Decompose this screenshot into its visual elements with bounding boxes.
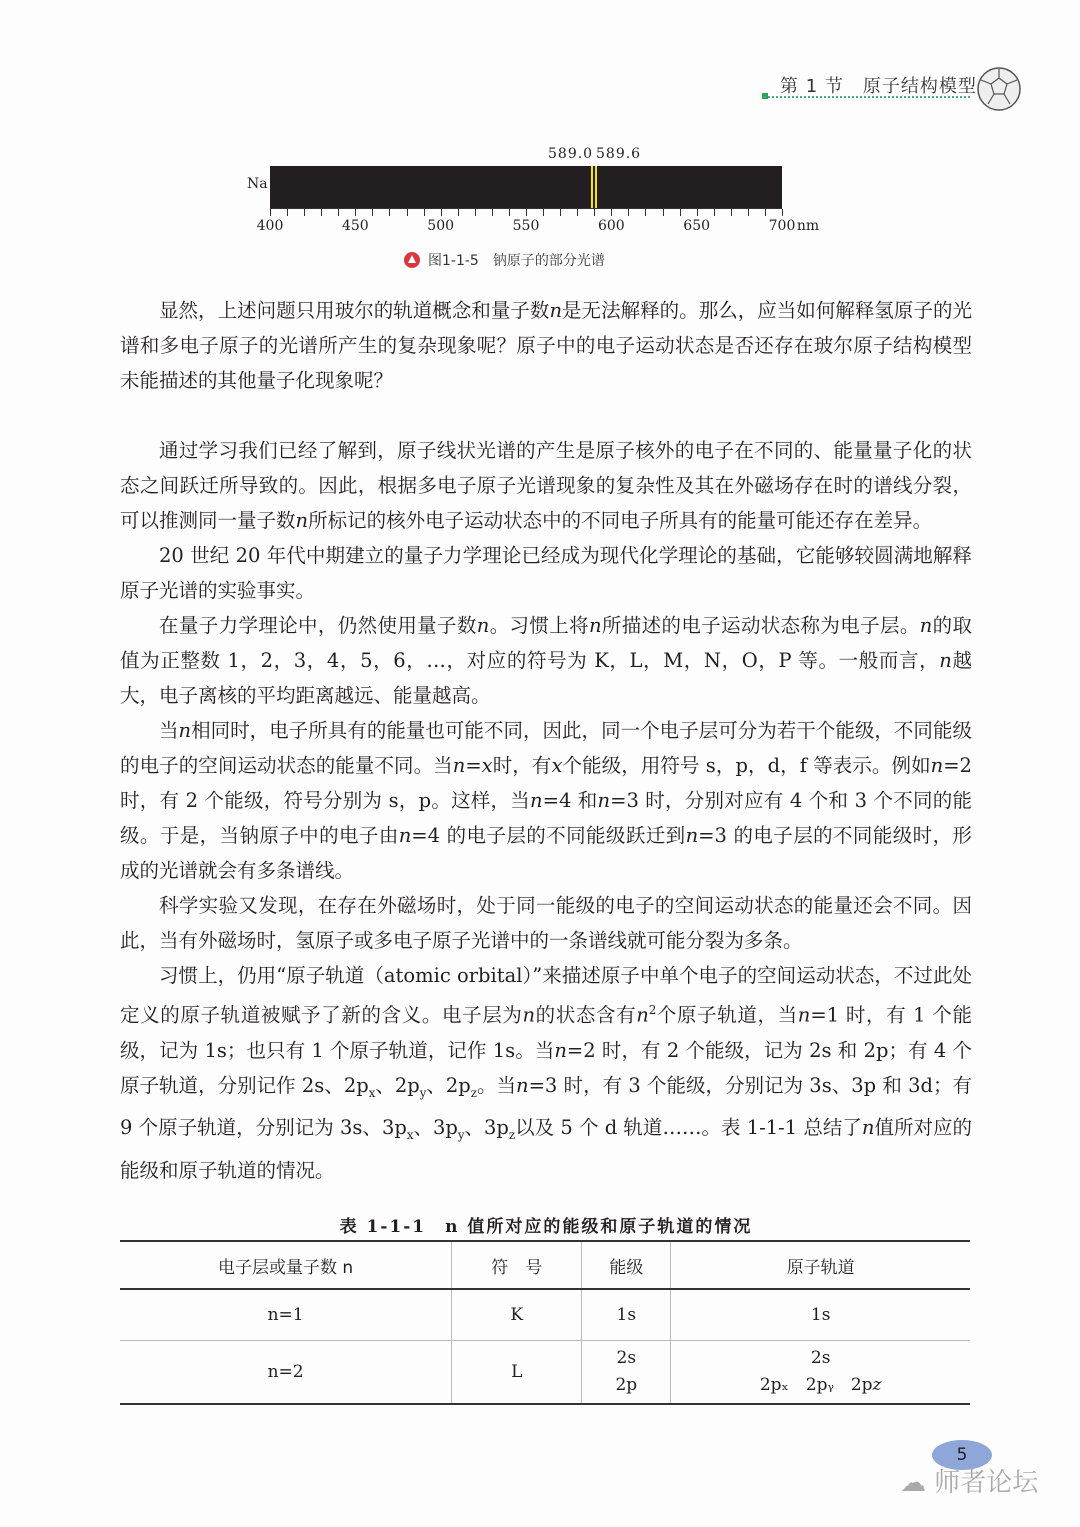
paragraph: 当n相同时，电子所具有的能量也可能不同，因此，同一个电子层可分为若干个能级，不同能级的电子的空间运动状态的能量不同。当n=x时，有x个能级，用符号 s，p，d，f 等表示。例如n=2 时，有 2 个能级，符号分别为 s，p。这样，当n=4 和n=3 时，分别对应有 4 个和 3 个不同的能级。于是，当钠原子中的电子由n=4 的电子层的不同能级跃迁到n=3 的电子层的不同能级时，形成的光谱就会有多条谱线。: [120, 719, 972, 882]
paragraph: 习惯上，仍用“原子轨道（atomic orbital）”来描述原子中单个电子的空间运动状态，不过此处定义的原子轨道被赋予了新的含义。电子层为n的状态含有$n^2$个原子轨道，当n=1 时，有 1 个能级，记为 1s；也只有 1 个原子轨道，记作 1s。当n=2 时，有 2 个能级，记为 2s 和 2p；有 4 个原子轨道，分别记作 2s、$2p_x$、$2p_y$、$2p_z$。当n=3 时，有 3 个能级，分别记为 3s、3p 和 3d；有 9 个原子轨道，分别记为 3s、$3p_x$、$3p_y$、$3p_z$以及 5 个 d 轨道……。表 1-1-1 总结了n值所对应的能级和原子轨道的情况。: [120, 964, 973, 1183]
column-header: 电子层或量子数 n: [120, 1241, 452, 1289]
tick-label: 700: [768, 218, 796, 234]
body-text: [120, 433, 972, 1188]
tick-label: 550: [512, 218, 540, 234]
axis-tick: [611, 209, 612, 216]
tick-label: 400: [256, 218, 284, 234]
axis-tick: [270, 209, 271, 216]
intro-paragraph: [120, 293, 972, 398]
tick-label: 650: [683, 218, 711, 234]
axis-tick: [424, 209, 425, 216]
axis-tick: [526, 209, 527, 216]
table-cell: n=2: [120, 1341, 452, 1405]
axis-tick: [475, 209, 476, 216]
axis-tick: [287, 209, 288, 216]
orbital-table: [120, 1240, 970, 1405]
axis-tick: [577, 209, 578, 216]
paragraph: 通过学习我们已经了解到，原子线状光谱的产生是原子核外的电子在不同的、能量量子化的状态之间跃迁所导致的。因此，根据多电子原子光谱现象的复杂性及其在外磁场存在时的谱线分裂，可以推测同一量子数n所标记的核外电子运动状态中的不同电子所具有的能量可能还存在差异。: [120, 439, 972, 532]
axis-tick: [663, 209, 664, 216]
axis-tick: [594, 209, 595, 216]
paragraph: 在量子力学理论中，仍然使用量子数n。习惯上将n所描述的电子运动状态称为电子层。n的取值为正整数 1，2，3，4，5，6，…，对应的符号为 K，L，M，N，O，P 等。一般而言，n越大，电子离核的平均距离越远、能量越高。: [120, 614, 972, 707]
table-title: 表 1-1-1 n 值所对应的能级和原子轨道的情况: [339, 1217, 753, 1237]
emission-line: [591, 166, 593, 208]
section-header: 第 1 节 原子结构模型: [780, 76, 977, 97]
wechat-icon: ☁: [900, 1468, 935, 1498]
axis-tick: [697, 209, 698, 216]
caption-text: 图1-1-5 钠原子的部分光谱: [428, 253, 605, 269]
axis-tick: [714, 209, 715, 216]
table-cell: K: [452, 1289, 582, 1341]
tick-label: 600: [597, 218, 625, 234]
table-row: [120, 1289, 970, 1341]
axis-tick: [338, 209, 339, 216]
axis-tick: [509, 209, 510, 216]
axis-tick: [389, 209, 390, 216]
table-cell: 2s 2pₓ 2pᵧ 2p𝑧: [671, 1341, 970, 1405]
paragraph: 显然，上述问题只用玻尔的轨道概念和量子数n是无法解释的。那么，应当如何解释氢原子的光谱和多电子原子的光谱所产生的复杂现象呢？原子中的电子运动状态是否还存在玻尔原子结构模型未能描述的其他量子化现象呢？: [120, 299, 972, 392]
axis-tick: [765, 209, 766, 216]
watermark: ☁ 师者论坛: [900, 1468, 1039, 1498]
tick-label: 500: [427, 218, 455, 234]
axis-tick: [748, 209, 749, 216]
line-label: 589.0: [548, 146, 594, 162]
caption-icon: [404, 252, 420, 268]
page-number: 5: [932, 1440, 992, 1470]
axis-tick: [458, 209, 459, 216]
paragraph: 20 世纪 20 年代中期建立的量子力学理论已经成为现代化学理论的基础，它能够较圆满地解释原子光谱的实验事实。: [120, 544, 972, 602]
table-row: [120, 1341, 970, 1405]
axis-tick: [731, 209, 732, 216]
line-label: 589.6: [596, 146, 642, 162]
table-cell: L: [452, 1341, 582, 1405]
table-cell: 1s: [582, 1289, 671, 1341]
axis-tick: [372, 209, 373, 216]
header-rule: [764, 96, 970, 98]
axis-tick: [628, 209, 629, 216]
spectrum-bar: [270, 166, 782, 208]
emission-line: [595, 166, 597, 208]
axis-tick: [304, 209, 305, 216]
column-header: 原子轨道: [671, 1241, 970, 1289]
figure-caption: [404, 250, 605, 270]
paragraph: 科学实验又发现，在存在外磁场时，处于同一能级的电子的空间运动状态的能量还会不同。因此，当有外磁场时，氢原子或多电子原子光谱中的一条谱线就可能分裂为多条。: [120, 894, 972, 952]
axis-tick: [407, 209, 408, 216]
axis-tick: [680, 209, 681, 216]
table-cell: 2s 2p: [582, 1341, 671, 1405]
column-header: 能级: [582, 1241, 671, 1289]
axis-tick: [782, 209, 783, 216]
fullerene-icon: [976, 66, 1022, 112]
axis-tick: [355, 209, 356, 216]
column-header: 符 号: [452, 1241, 582, 1289]
table-cell: 1s: [671, 1289, 970, 1341]
axis-tick: [321, 209, 322, 216]
axis-tick: [543, 209, 544, 216]
axis-unit: nm: [796, 218, 820, 234]
axis-tick: [441, 209, 442, 216]
table-cell: n=1: [120, 1289, 452, 1341]
tick-label: 450: [341, 218, 369, 234]
axis-tick: [492, 209, 493, 216]
element-label: Na: [247, 176, 268, 192]
axis-tick: [645, 209, 646, 216]
axis-tick: [560, 209, 561, 216]
